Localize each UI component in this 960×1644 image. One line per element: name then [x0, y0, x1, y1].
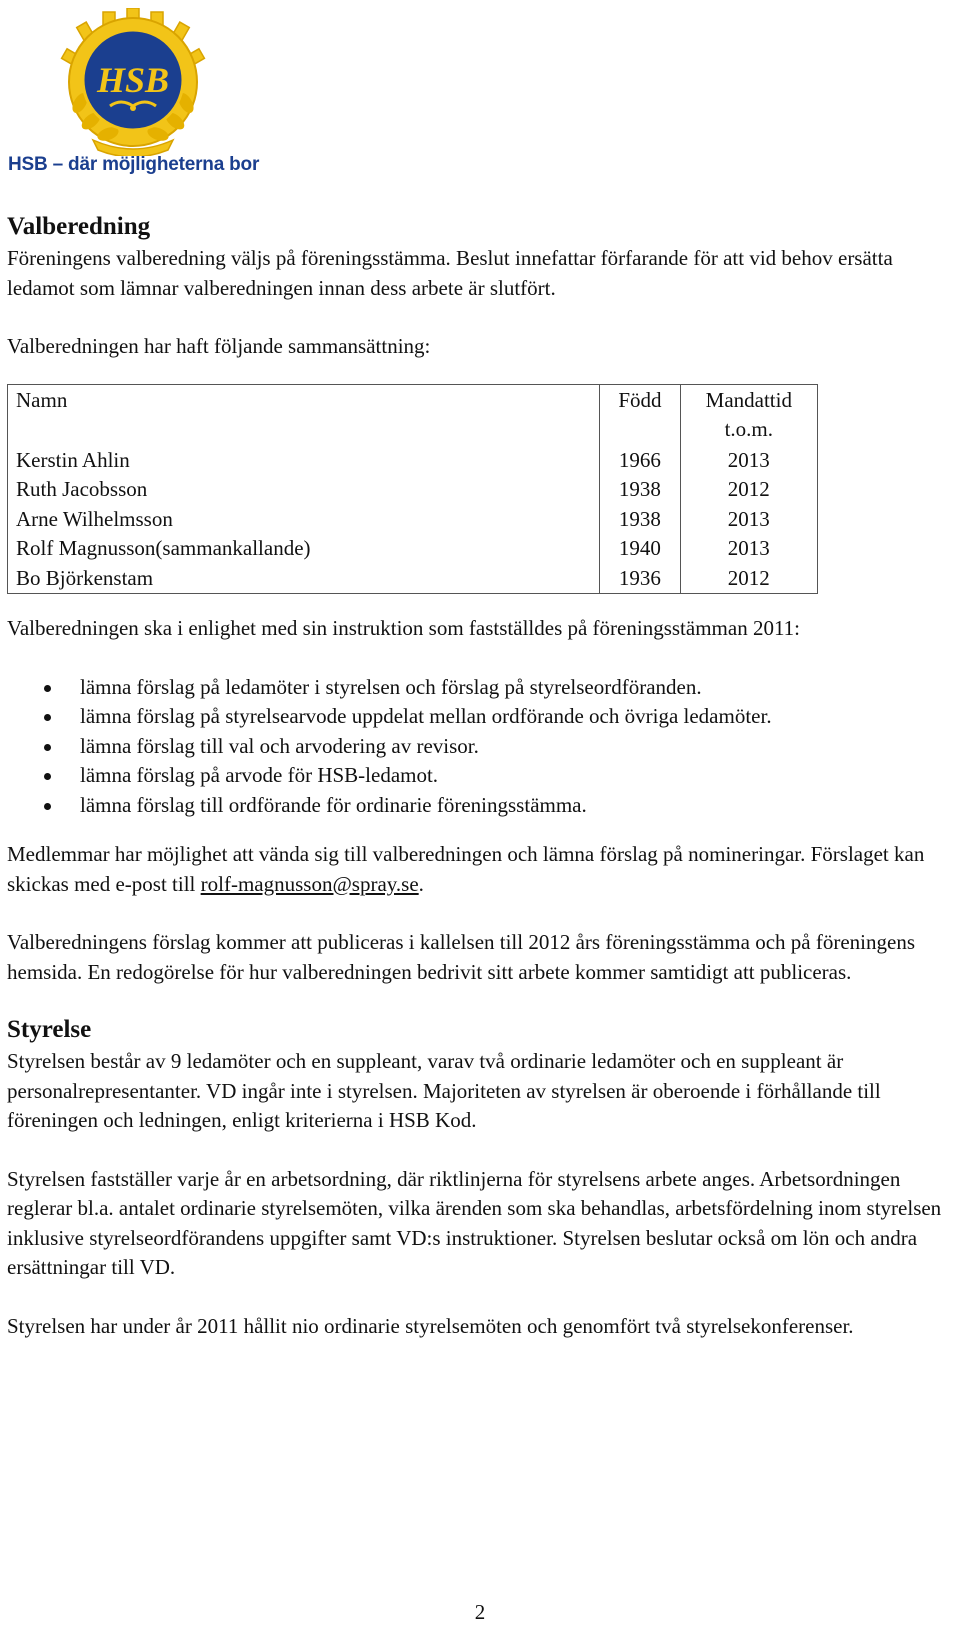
hsb-logo	[8, 8, 258, 178]
bullet-icon	[44, 773, 51, 780]
instruction-intro: Valberedningen ska i enlighet med sin instruktion som fastställdes på föreningsstämman 2011:	[7, 616, 800, 640]
svg-text:HSB: HSB	[96, 60, 170, 100]
member-term: 2013	[680, 446, 817, 476]
document-body	[7, 210, 953, 1341]
duty-text: lämna förslag på ledamöter i styrelsen och förslag på styrelseordföranden.	[80, 674, 702, 699]
table-row	[8, 505, 818, 535]
member-name: Ruth Jacobsson	[8, 475, 600, 505]
member-term: 2012	[680, 564, 817, 594]
member-name: Kerstin Ahlin	[8, 446, 600, 476]
member-term: 2013	[680, 534, 817, 564]
header-born: Född	[600, 384, 680, 446]
list-item	[7, 673, 953, 703]
composition-intro: Valberedningen har haft följande sammansättning:	[7, 334, 431, 358]
member-name: Rolf Magnusson(sammankallande)	[8, 534, 600, 564]
duty-text: lämna förslag till val och arvodering av revisor.	[80, 733, 479, 758]
members-paragraph	[7, 840, 953, 899]
logo-tagline: HSB – där möjligheterna bor	[8, 154, 260, 175]
member-name: Arne Wilhelmsson	[8, 505, 600, 535]
table-row	[8, 446, 818, 476]
list-item	[7, 791, 953, 821]
member-born: 1938	[600, 475, 680, 505]
valberedning-intro: Föreningens valberedning väljs på föreningsstämma. Beslut innefattar förfarande för att vid behov ersätta ledamot som lämnar valberedningen innan dess arbete är slutfört.	[7, 246, 893, 300]
member-born: 1966	[600, 446, 680, 476]
header-term-line2: t.o.m.	[724, 417, 774, 441]
list-item	[7, 702, 953, 732]
header-term-line1: Mandattid	[705, 387, 792, 412]
duty-text: lämna förslag till ordförande för ordinarie föreningsstämma.	[80, 792, 587, 817]
publication-paragraph: Valberedningens förslag kommer att publiceras i kallelsen till 2012 års föreningsstämma och på föreningens hemsida. En redogörelse för hur valberedningen bedrivit sitt arbete kommer samtidigt att publiceras.	[7, 930, 915, 984]
header-term	[680, 384, 817, 446]
styrelse-heading: Styrelse	[7, 1016, 92, 1043]
list-item	[7, 761, 953, 791]
table-row	[8, 534, 818, 564]
header-name: Namn	[8, 384, 600, 446]
bullet-icon	[44, 714, 51, 721]
bullet-icon	[44, 803, 51, 810]
email-link[interactable]: rolf-magnusson@spray.se	[200, 871, 419, 896]
styrelse-paragraph-2: Styrelsen fastställer varje år en arbetsordning, där riktlinjerna för styrelsens arbete anges. Arbetsordningen reglerar bl.a. antalet ordinarie styrelsemöten, vilka ärenden som ska behandlas, arbetsfördelning inom styrelsen inklusive styrelseordförandens uppgifter samt VD:s instruktioner. Styrelsen beslutar också om lön och andra ersättningar till VD.	[7, 1166, 942, 1279]
valberedning-table	[7, 384, 818, 595]
member-born: 1940	[600, 534, 680, 564]
styrelse-paragraph-1: Styrelsen består av 9 ledamöter och en suppleant, varav två ordinarie ledamöter och en suppleant är personalrepresentanter. VD ingår inte i styrelsen. Majoriteten av styrelsen är oberoende i förhållande till föreningen och ledningen, enligt kriterierna i HSB Kod.	[7, 1049, 881, 1132]
hsb-emblem-icon	[58, 8, 208, 156]
members-text-end: .	[418, 871, 424, 896]
table-row	[8, 475, 818, 505]
member-term: 2012	[680, 475, 817, 505]
member-born: 1936	[600, 564, 680, 594]
duty-text: lämna förslag på arvode för HSB-ledamot.	[80, 763, 439, 787]
bullet-icon	[44, 744, 51, 751]
bullet-icon	[44, 685, 51, 692]
member-term: 2013	[680, 505, 817, 535]
member-born: 1938	[600, 505, 680, 535]
valberedning-heading: Valberedning	[7, 213, 151, 240]
page-number: 2	[474, 1600, 486, 1624]
member-name: Bo Björkenstam	[8, 564, 600, 594]
styrelse-paragraph-3: Styrelsen har under år 2011 hållit nio ordinarie styrelsemöten och genomfört två styrelsekonferenser.	[7, 1313, 854, 1338]
list-item	[7, 732, 953, 762]
table-row	[8, 564, 818, 594]
duties-list	[7, 673, 953, 821]
members-text: Medlemmar har möjlighet att vända sig till valberedningen och lämna förslag på nomineringar. Förslaget kan skickas med e-post till	[7, 842, 925, 896]
duty-text: lämna förslag på styrelsearvode uppdelat mellan ordförande och övriga ledamöter.	[80, 704, 772, 728]
table-header-row	[8, 384, 818, 446]
